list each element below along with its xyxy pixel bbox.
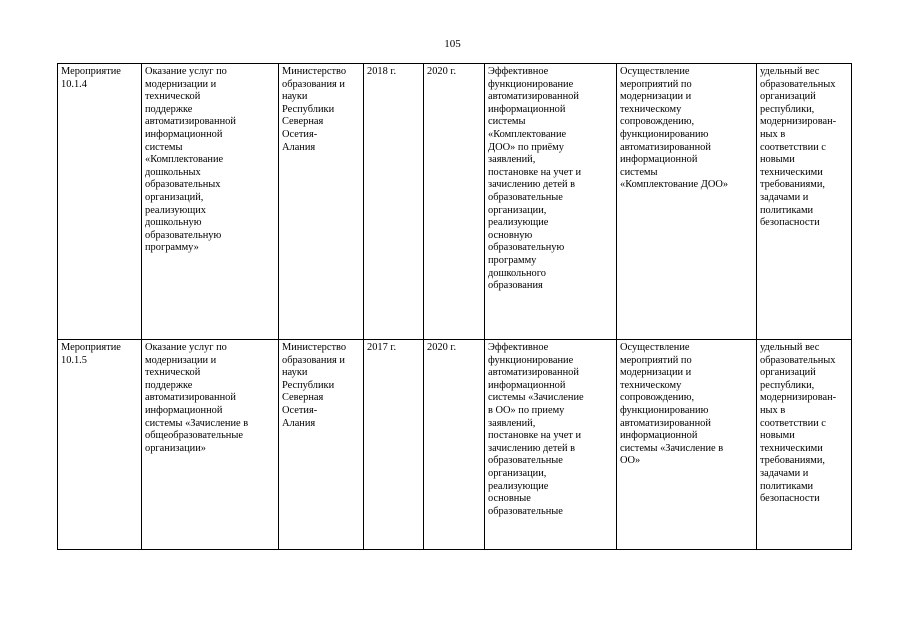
description-cell — [142, 64, 279, 340]
event-number: Мероприятие 10.1.5 — [61, 342, 121, 366]
event-description: Оказание услуг по модернизации и технической поддержке автоматизированной информационной системы «Комплектование дошкольных образовательных организаций, реализующих дошкольную образовательную программу» — [145, 66, 236, 254]
executor-cell — [279, 64, 364, 340]
description-cell — [142, 340, 279, 550]
content-cell — [617, 340, 757, 550]
event-result: Эффективное функционирование автоматизированной информационной системы «Зачисление в ОО» по приему заявлений, постановке на учет и зачислению детей в образовательные организации, реализующие основные образовательные — [488, 342, 584, 517]
table-row — [58, 340, 852, 550]
event-result: Эффективное функционирование автоматизированной информационной системы «Комплектование ДОО» по приёму заявлений, постановке на учет и зачислению детей в образовательные организации, реализующие основную образовательную программу дошкольного образования — [488, 66, 582, 292]
event-description: Оказание услуг по модернизации и технической поддержке автоматизированной информационной системы «Зачисление в общеобразовательные организации» — [145, 342, 249, 454]
page-number: 105 — [444, 38, 461, 50]
content-cell — [617, 64, 757, 340]
result-cell — [485, 64, 617, 340]
event-end-year: 2020 г. — [427, 66, 457, 77]
end-cell — [424, 340, 485, 550]
event-cell — [58, 64, 142, 340]
event-executor: Министерство образования и науки Республики Северная Осетия- Алания — [282, 66, 347, 153]
event-executor: Министерство образования и науки Республики Северная Осетия- Алания — [282, 342, 347, 429]
indicator-cell — [757, 340, 852, 550]
result-cell — [485, 340, 617, 550]
event-cell — [58, 340, 142, 550]
event-indicator: удельный вес образовательных организаций республики, модернизирован- ных в соответствии с новыми техническими требованиями, задачами и политиками безопасности — [760, 66, 837, 229]
table-row — [58, 64, 852, 340]
event-start-year: 2018 г. — [367, 66, 397, 77]
event-end-year: 2020 г. — [427, 342, 457, 353]
event-indicator: удельный вес образовательных организаций республики, модернизирован- ных в соответствии с новыми техническими требованиями, задачами и политиками безопасности — [760, 342, 837, 505]
start-cell — [364, 340, 424, 550]
event-content: Осуществление мероприятий по модернизации и техническому сопровождению, функционированию автоматизированной информационной системы «Зачисление в ОО» — [620, 342, 724, 467]
event-start-year: 2017 г. — [367, 342, 397, 353]
event-number: Мероприятие 10.1.4 — [61, 66, 121, 90]
end-cell — [424, 64, 485, 340]
indicator-cell — [757, 64, 852, 340]
program-table — [57, 63, 852, 550]
event-content: Осуществление мероприятий по модернизации и техническому сопровождению, функционированию автоматизированной информационной системы «Комплектование ДОО» — [620, 66, 729, 191]
executor-cell — [279, 340, 364, 550]
start-cell — [364, 64, 424, 340]
